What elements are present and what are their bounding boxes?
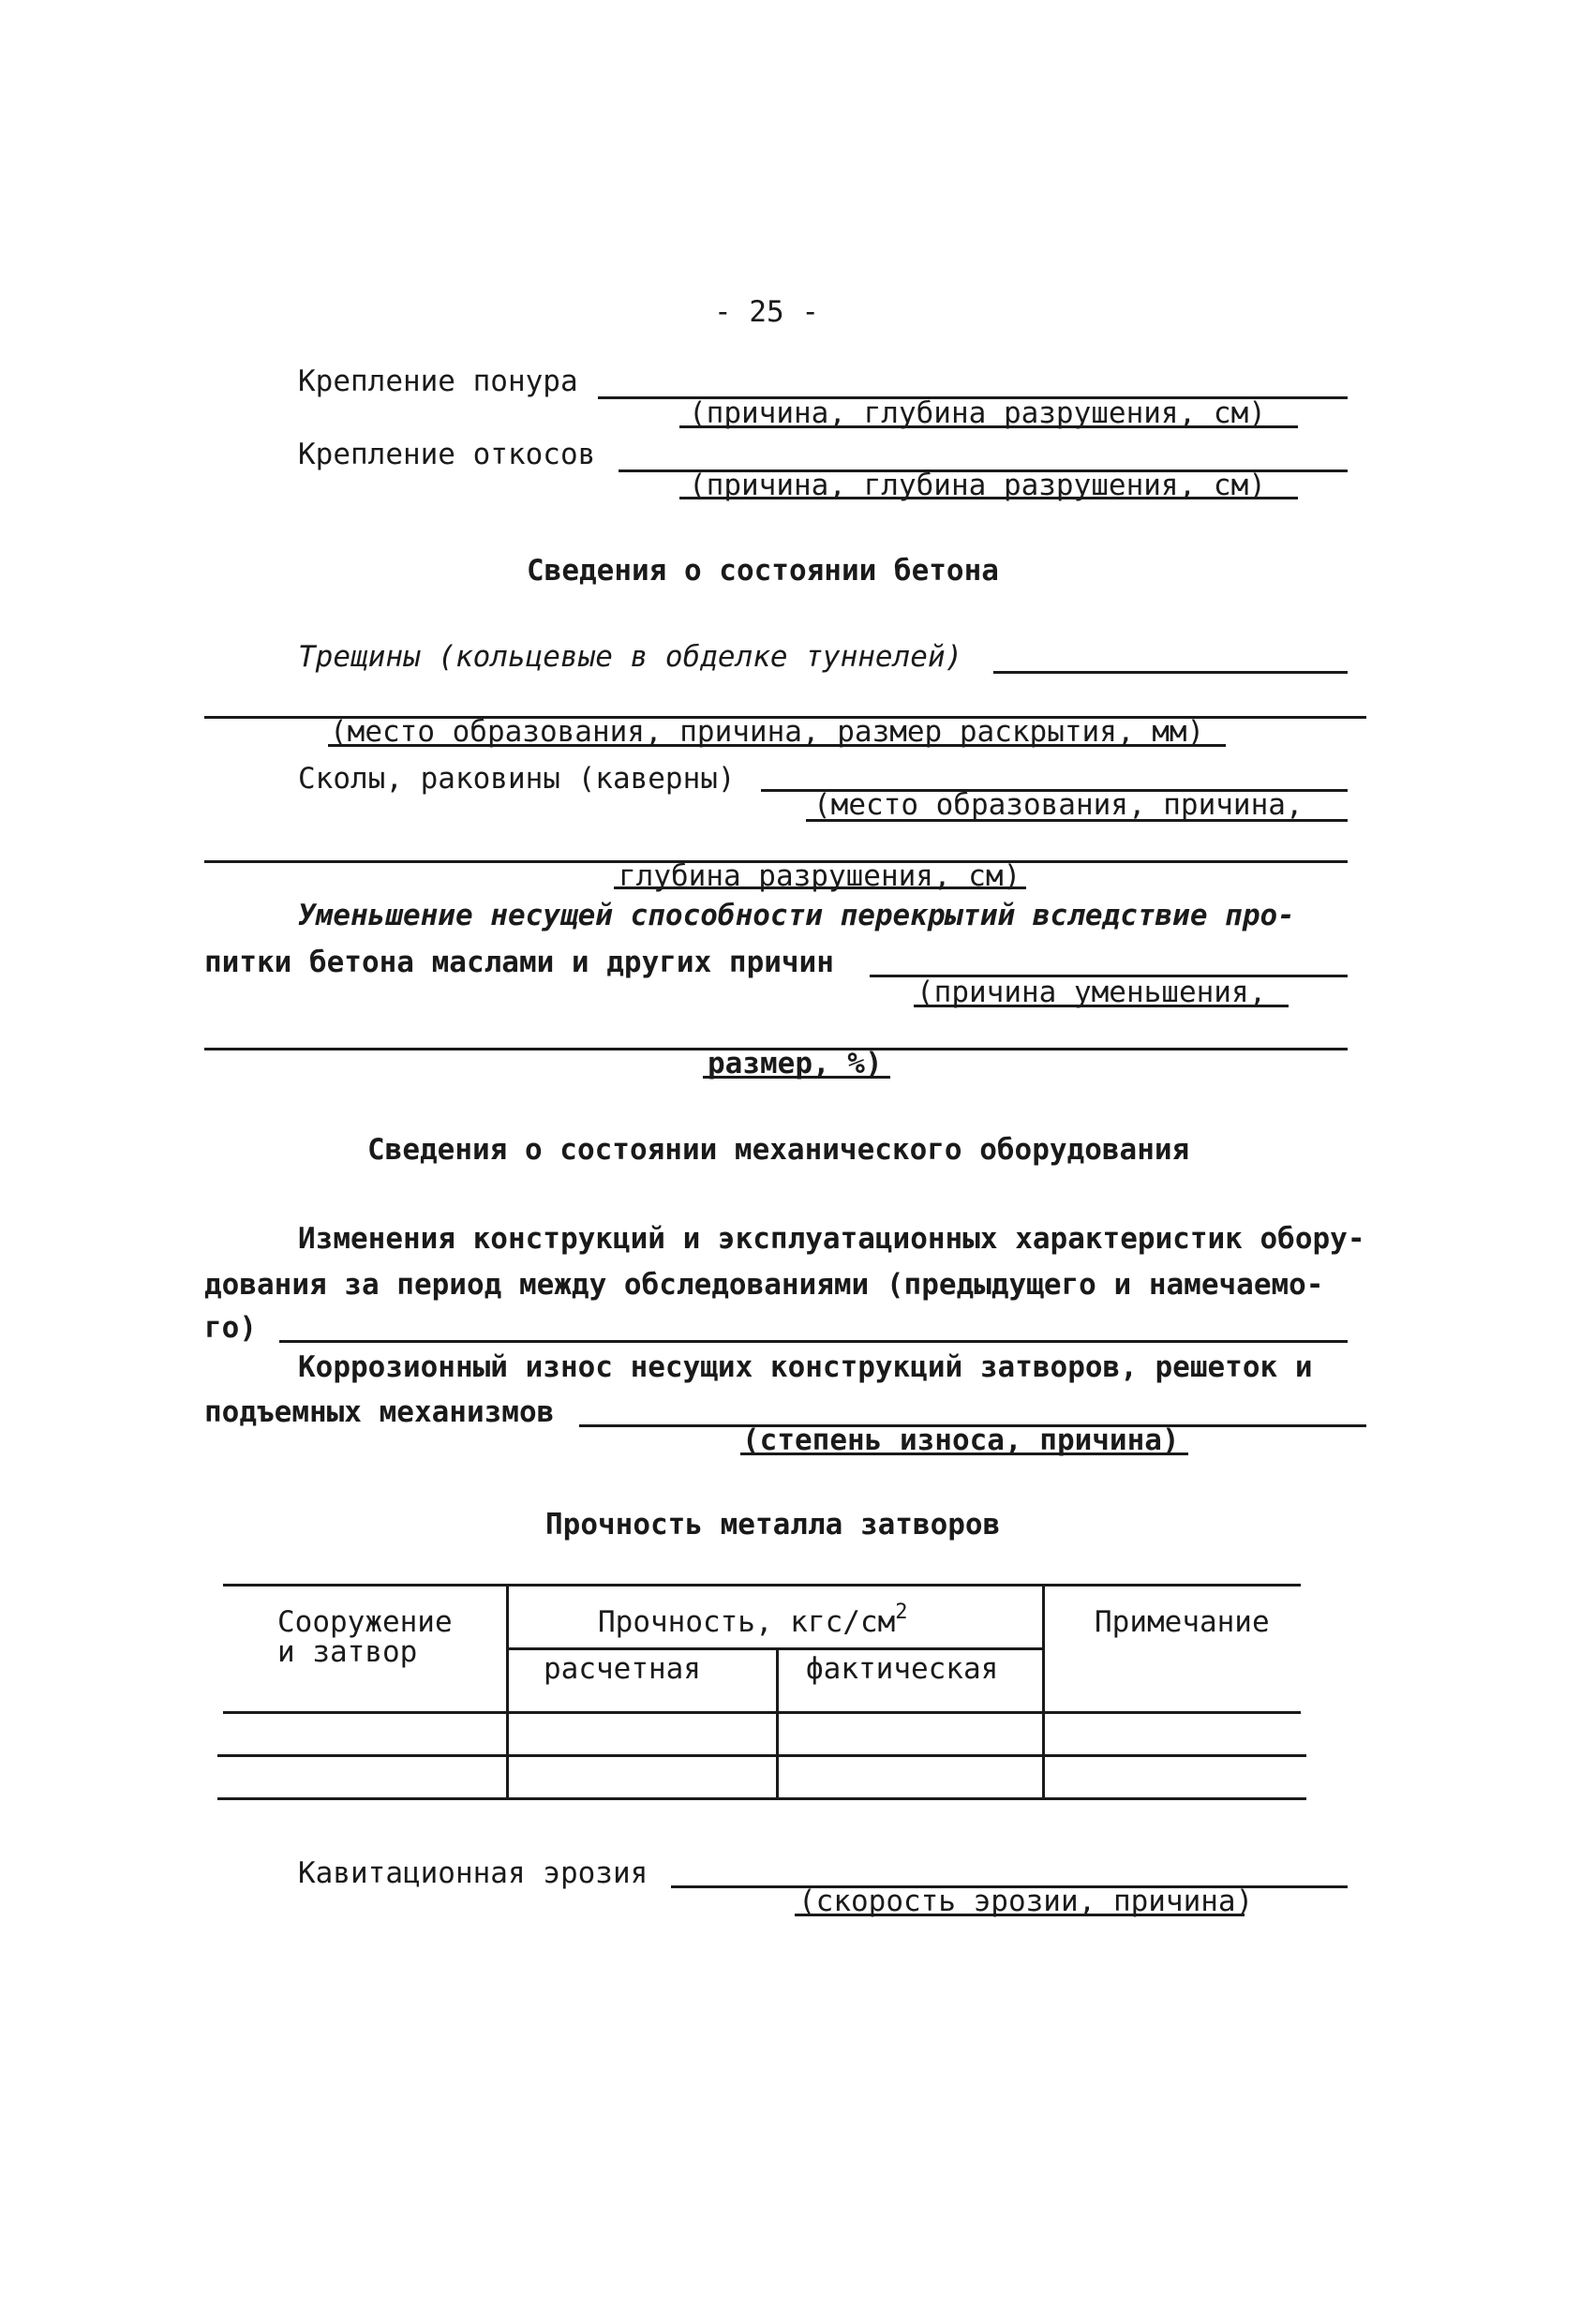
mechanical-heading: Сведения о состоянии механического оборудования <box>367 1133 1190 1167</box>
table-subheader-rule <box>506 1647 1044 1650</box>
chips-label: Сколы, раковины (каверны) <box>298 762 736 796</box>
reduction-caption-1: (причина уменьшения, <box>917 976 1267 1009</box>
corrosion-caption: (степень износа, причина) <box>742 1423 1180 1457</box>
ponur-label: Крепление понура <box>298 365 578 398</box>
corrosion-caption-underline <box>740 1452 1188 1455</box>
chips-caption-2: глубина разрушения, см) <box>619 859 1021 893</box>
strength-heading: Прочность металла затворов <box>545 1508 1001 1542</box>
changes-line-2: дования за период между обследованиями (предыдущего и намечаемо- <box>204 1268 1324 1302</box>
reduction-caption-underline <box>914 1005 1289 1007</box>
col-strength-header: Прочность, кгс/$см^2$ <box>598 1601 908 1639</box>
col-actual-header: фактическая <box>806 1652 999 1686</box>
corrosion-line-2: подъемных механизмов <box>204 1395 555 1429</box>
unit-superscript: 2 <box>895 1601 908 1624</box>
otkosy-caption: (причина, глубина разрушения, см) <box>689 469 1266 502</box>
table-top-rule <box>223 1584 1301 1587</box>
reduction-caption-2-underline <box>703 1076 890 1079</box>
cavitation-caption: (скорость эрозии, причина) <box>798 1885 1254 1918</box>
table-row[interactable] <box>225 1758 1303 1795</box>
cracks-label: Трещины (кольцевые в обделке туннелей) <box>298 640 963 674</box>
page-number: - 25 - <box>714 295 819 329</box>
chips-caption-1: (место образования, причина, <box>813 788 1304 822</box>
col-design-header: расчетная <box>544 1652 701 1686</box>
reduction-caption-2: размер, %) <box>708 1047 883 1080</box>
col-structure-header-1: Сооружение <box>277 1605 453 1639</box>
otkosy-label: Крепление откосов <box>298 438 596 471</box>
chips-caption-underline <box>806 819 1348 822</box>
concrete-heading: Сведения о состоянии бетона <box>527 554 999 588</box>
table-row-rule-1 <box>217 1754 1306 1757</box>
changes-line-3: го) <box>204 1311 257 1345</box>
corrosion-line-1: Коррозионный износ несущих конструкций затворов, решеток и <box>298 1350 1313 1384</box>
cavitation-label: Кавитационная эрозия <box>298 1856 648 1890</box>
col-note-header: Примечание <box>1095 1605 1270 1639</box>
cavitation-caption-underline <box>795 1914 1245 1916</box>
table-header-bottom-rule <box>223 1711 1301 1714</box>
otkosy-caption-underline <box>679 497 1298 499</box>
chips-caption-2-underline <box>614 886 1026 889</box>
cracks-caption: (место образования, причина, размер раскрытия, мм) <box>330 715 1205 749</box>
col-structure-header-2: и затвор <box>277 1635 418 1669</box>
changes-fill-line[interactable] <box>279 1340 1348 1343</box>
cracks-caption-underline <box>328 744 1226 747</box>
changes-line-1: Изменения конструкций и эксплуатационных характеристик обору- <box>298 1222 1365 1256</box>
table-bottom-rule <box>217 1797 1306 1800</box>
reduction-line-2: питки бетона маслами и других причин <box>204 946 834 979</box>
cracks-fill-line[interactable] <box>993 671 1348 674</box>
reduction-line-1: Уменьшение несущей способности перекрытий вследствие про- <box>298 899 1295 932</box>
ponur-caption: (причина, глубина разрушения, см) <box>689 396 1266 430</box>
table-row[interactable] <box>225 1715 1303 1752</box>
ponur-caption-underline <box>679 425 1298 428</box>
